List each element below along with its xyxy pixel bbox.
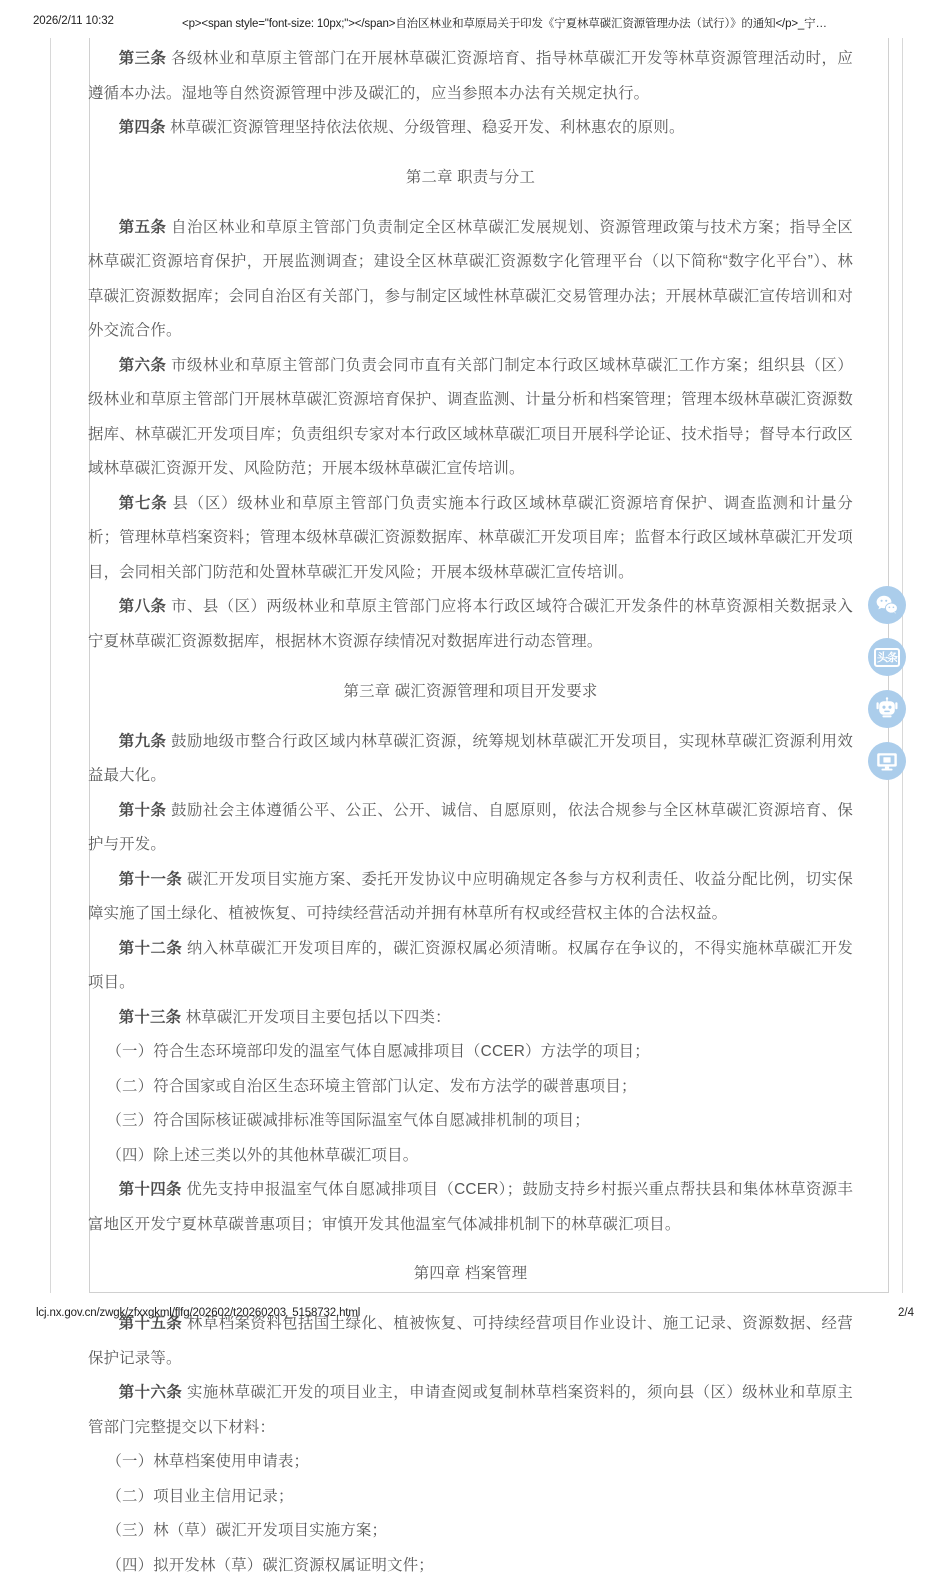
doc-block-article-12: 第十二条 纳入林草碳汇开发项目库的，碳汇资源权属必须清晰。权属存在争议的，不得实施林草碳汇开发项目。: [88, 939, 853, 992]
article-label: 第十条: [118, 801, 167, 819]
toutiao-icon: 头条: [874, 648, 900, 667]
robot-icon: [875, 697, 899, 721]
article-label: 第十二条: [118, 939, 183, 957]
doc-block-article-14: 第十四条 优先支持申报温室气体自愿减排项目（CCER）；鼓励支持乡村振兴重点帮扶县和集体林草资源丰富地区开发宁夏林草碳普惠项目；审慎开发其他温室气体减排机制下的林草碳汇项目。: [88, 1181, 853, 1233]
doc-block-article-3: 第三条 各级林业和草原主管部门在开展林草碳汇资源培育、指导林草碳汇开发等林草资源管理活动时，应遵循本办法。湿地等自然资源管理中涉及碳汇的，应当参照本办法有关规定执行。: [88, 50, 853, 102]
doc-block-article-9: 第九条 鼓励地级市整合行政区域内林草碳汇资源，统筹规划林草碳汇开发项目，实现林草碳汇资源利用效益最大化。: [88, 732, 853, 785]
print-header: [0, 0, 950, 38]
article-label: 第四条: [118, 119, 166, 136]
article-label: 第三条: [118, 50, 167, 67]
print-page-indicator: 2/4: [898, 1307, 914, 1319]
doc-block-article-13: 第十三条 林草碳汇开发项目主要包括以下四类：: [118, 1008, 451, 1026]
robot-assistant-button[interactable]: [868, 690, 906, 728]
print-source-url: lcj.nx.gov.cn/zwgk/zfxxgkml/flfg/202602/t20260203_5158732.html: [36, 1307, 361, 1319]
article-label: 第八条: [118, 598, 167, 616]
article-label: 第九条: [118, 732, 167, 750]
desktop-version-button[interactable]: [868, 742, 906, 780]
desktop-icon: [875, 749, 899, 773]
doc-block-article-16-item-3: （三）林（草）碳汇开发项目实施方案；: [106, 1522, 388, 1540]
floating-action-rail: [868, 586, 906, 780]
article-label: 第十六条: [118, 1384, 183, 1402]
doc-block-article-16-item-2: （二）项目业主信用记录；: [106, 1487, 294, 1505]
article-label: 第五条: [118, 218, 167, 236]
doc-block-article-7: 第七条 县（区）级林业和草原主管部门负责实施本行政区域林草碳汇资源培育保护、调查监测和计量分析；管理林草档案资料；管理本级林草碳汇资源数据库、林草碳汇开发项目库；监督本行政区域林草碳汇开发项目，会同相关部门防范和处置林草碳汇开发风险；开展本级林草碳汇宣传培训。: [88, 494, 853, 581]
doc-block-article-10: 第十条 鼓励社会主体遵循公平、公正、公开、诚信、自愿原则，依法合规参与全区林草碳汇资源培育、保护与开发。: [88, 801, 853, 854]
article-label: 第七条: [118, 494, 168, 512]
print-document-title: <p><span style="font-size: 10px;"></span>自治区林业和草原局关于印发《宁夏林草碳汇资源管理办法（试行）》的通知</p>_宁…: [182, 18, 827, 30]
toutiao-share-button[interactable]: [868, 638, 906, 676]
doc-block-article-5: 第五条 自治区林业和草原主管部门负责制定全区林草碳汇发展规划、资源管理政策与技术方案；指导全区林草碳汇资源培育保护，开展监测调查；建设全区林草碳汇资源数字化管理平台（以下简称“数字化平台”）、林草碳汇资源数据库；会同自治区有关部门，参与制定区域性林草碳汇交易管理办法；开展林草碳汇宣传培训和对外交流合作。: [88, 218, 853, 340]
article-label: 第十三条: [118, 1008, 182, 1026]
chapter-heading-chapter-2: 第二章 职责与分工: [405, 168, 536, 186]
doc-block-article-13-item-4: （四）除上述三类以外的其他林草碳汇项目。: [106, 1146, 419, 1164]
doc-block-article-16-item-1: （一）林草档案使用申请表；: [106, 1453, 310, 1471]
doc-block-article-8: 第八条 市、县（区）两级林业和草原主管部门应将本行政区域符合碳汇开发条件的林草资源相关数据录入宁夏林草碳汇资源数据库，根据林木资源存续情况对数据库进行动态管理。: [88, 598, 853, 650]
article-label: 第六条: [118, 356, 167, 374]
wechat-icon: [875, 593, 899, 617]
doc-block-article-16: 第十六条 实施林草碳汇开发的项目业主，申请查阅或复制林草档案资料的，须向县（区）级林业和草原主管部门完整提交以下材料：: [88, 1384, 853, 1436]
doc-block-article-13-item-3: （三）符合国际核证碳减排标准等国际温室气体自愿减排机制的项目；: [106, 1112, 590, 1130]
article-label: 第十四条: [118, 1181, 182, 1199]
doc-block-article-11: 第十一条 碳汇开发项目实施方案、委托开发协议中应明确规定各参与方权利责任、收益分配比例，切实保障实施了国土绿化、植被恢复、可持续经营活动并拥有林草所有权或经营权主体的合法权益。: [88, 870, 853, 923]
document-body: [88, 42, 853, 1583]
wechat-share-button[interactable]: [868, 586, 906, 624]
doc-block-article-15: 第十五条 林草档案资料包括国土绿化、植被恢复、可持续经营项目作业设计、施工记录、资源数据、经营保护记录等。: [88, 1315, 853, 1367]
chapter-heading-chapter-4: 第四章 档案管理: [413, 1265, 528, 1283]
article-label: 第十五条: [118, 1315, 183, 1333]
doc-block-article-13-item-2: （二）符合国家或自治区生态环境主管部门认定、发布方法学的碳普惠项目；: [106, 1077, 637, 1095]
doc-block-article-13-item-1: （一）符合生态环境部印发的温室气体自愿减排项目（CCER）方法学的项目；: [106, 1043, 650, 1061]
print-footer: [0, 1293, 950, 1345]
article-label: 第十一条: [118, 870, 183, 888]
print-timestamp: 2026/2/11 10:32: [33, 15, 114, 27]
chapter-heading-chapter-3: 第三章 碳汇资源管理和项目开发要求: [343, 682, 598, 700]
doc-block-article-6: 第六条 市级林业和草原主管部门负责会同市直有关部门制定本行政区域林草碳汇工作方案；组织县（区）级林业和草原主管部门开展林草碳汇资源培育保护、调查监测、计量分析和档案管理；管理本级林草碳汇资源数据库、林草碳汇开发项目库；负责组织专家对本行政区域林草碳汇项目开展科学论证、技术指导；督导本行政区域林草碳汇资源开发、风险防范；开展本级林草碳汇宣传培训。: [88, 356, 853, 478]
doc-block-article-4: 第四条 林草碳汇资源管理坚持依法依规、分级管理、稳妥开发、利林惠农的原则。: [118, 119, 685, 136]
doc-block-article-16-item-4: （四）拟开发林（草）碳汇资源权属证明文件；: [106, 1556, 434, 1574]
